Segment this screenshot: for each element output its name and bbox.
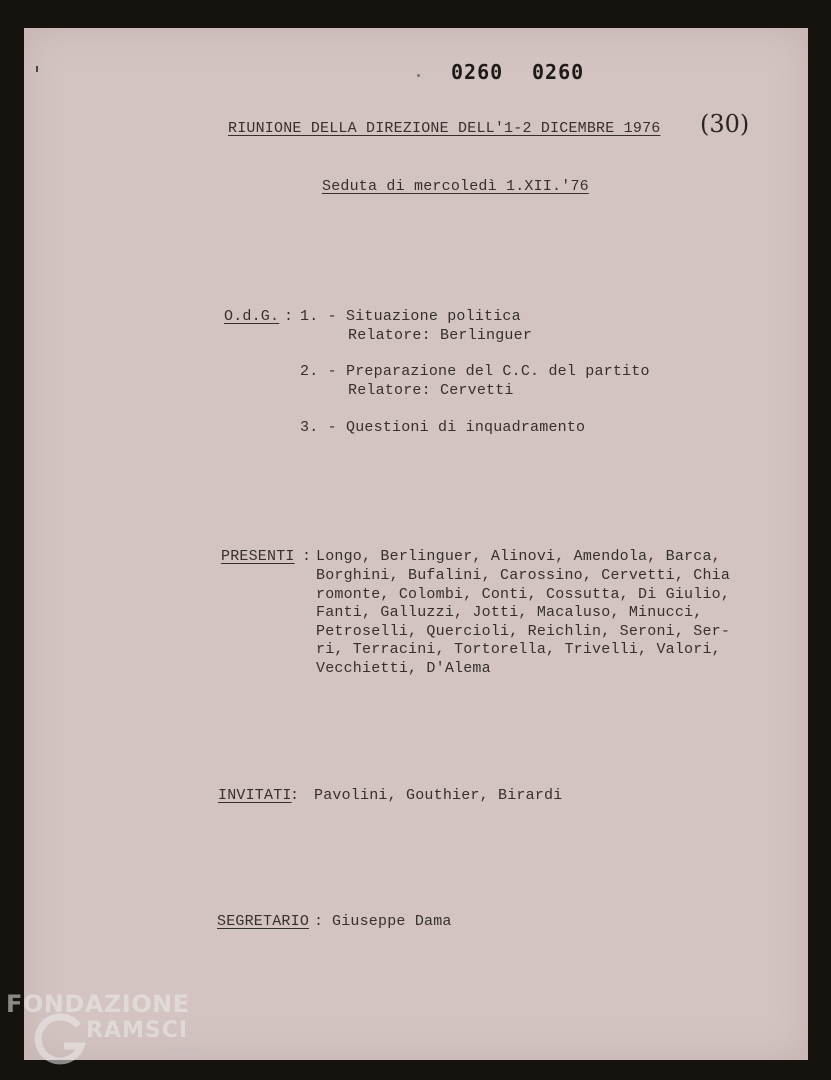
- presenti-colon: :: [302, 548, 312, 565]
- presenti-line: ri, Terracini, Tortorella, Trivelli, Valori,: [316, 641, 721, 658]
- page-mark: [36, 66, 38, 72]
- agenda-colon: :: [284, 308, 294, 325]
- presenti-line: romonte, Colombi, Conti, Cossutta, Di Giulio,: [316, 586, 731, 603]
- segretario-label: SEGRETARIO: [217, 913, 310, 930]
- invitati-label: INVITATI: [218, 787, 292, 804]
- invitati-names: Pavolini, Gouthier, Birardi: [314, 787, 563, 804]
- presenti-line: Fanti, Galluzzi, Jotti, Macaluso, Minucci,: [316, 604, 703, 621]
- segretario-name: Giuseppe Dama: [332, 913, 452, 930]
- handwritten-page-number: (30): [700, 110, 750, 138]
- watermark-line1: FONDAZIONE: [6, 990, 190, 1018]
- watermark-line2: RAMSCI: [86, 1018, 189, 1043]
- document-title: RIUNIONE DELLA DIREZIONE DELL'1-2 DICEMBRE 1976: [228, 120, 661, 137]
- agenda-item-3-title: 3. - Questioni di inquadramento: [300, 419, 586, 436]
- gramsci-g-logo-icon: [34, 1012, 88, 1066]
- presenti-line: Borghini, Bufalini, Carossino, Cervetti, Chia: [316, 567, 731, 584]
- agenda-item-1-title: 1. - Situazione politica: [300, 308, 521, 325]
- invitati-colon: :: [290, 787, 300, 804]
- archive-stamp-right: 0260: [532, 60, 585, 84]
- watermark-onlus: onlus: [170, 1048, 197, 1059]
- presenti-line: Longo, Berlinguer, Alinovi, Amendola, Barca,: [316, 548, 721, 565]
- page-mark: [417, 74, 420, 77]
- fondazione-gramsci-watermark: [0, 990, 230, 1070]
- archive-stamp-left: 0260: [451, 60, 504, 84]
- agenda-label: O.d.G.: [224, 308, 280, 325]
- presenti-line: Vecchietti, D'Alema: [316, 660, 491, 677]
- agenda-item-1-speaker: Relatore: Berlinguer: [348, 327, 533, 344]
- segretario-colon: :: [314, 913, 324, 930]
- presenti-line: Petroselli, Quercioli, Reichlin, Seroni, Ser-: [316, 623, 731, 640]
- agenda-item-2-speaker: Relatore: Cervetti: [348, 382, 514, 399]
- session-date: Seduta di mercoledì 1.XII.'76: [322, 178, 589, 195]
- agenda-item-2-title: 2. - Preparazione del C.C. del partito: [300, 363, 650, 380]
- presenti-label: PRESENTI: [221, 548, 295, 565]
